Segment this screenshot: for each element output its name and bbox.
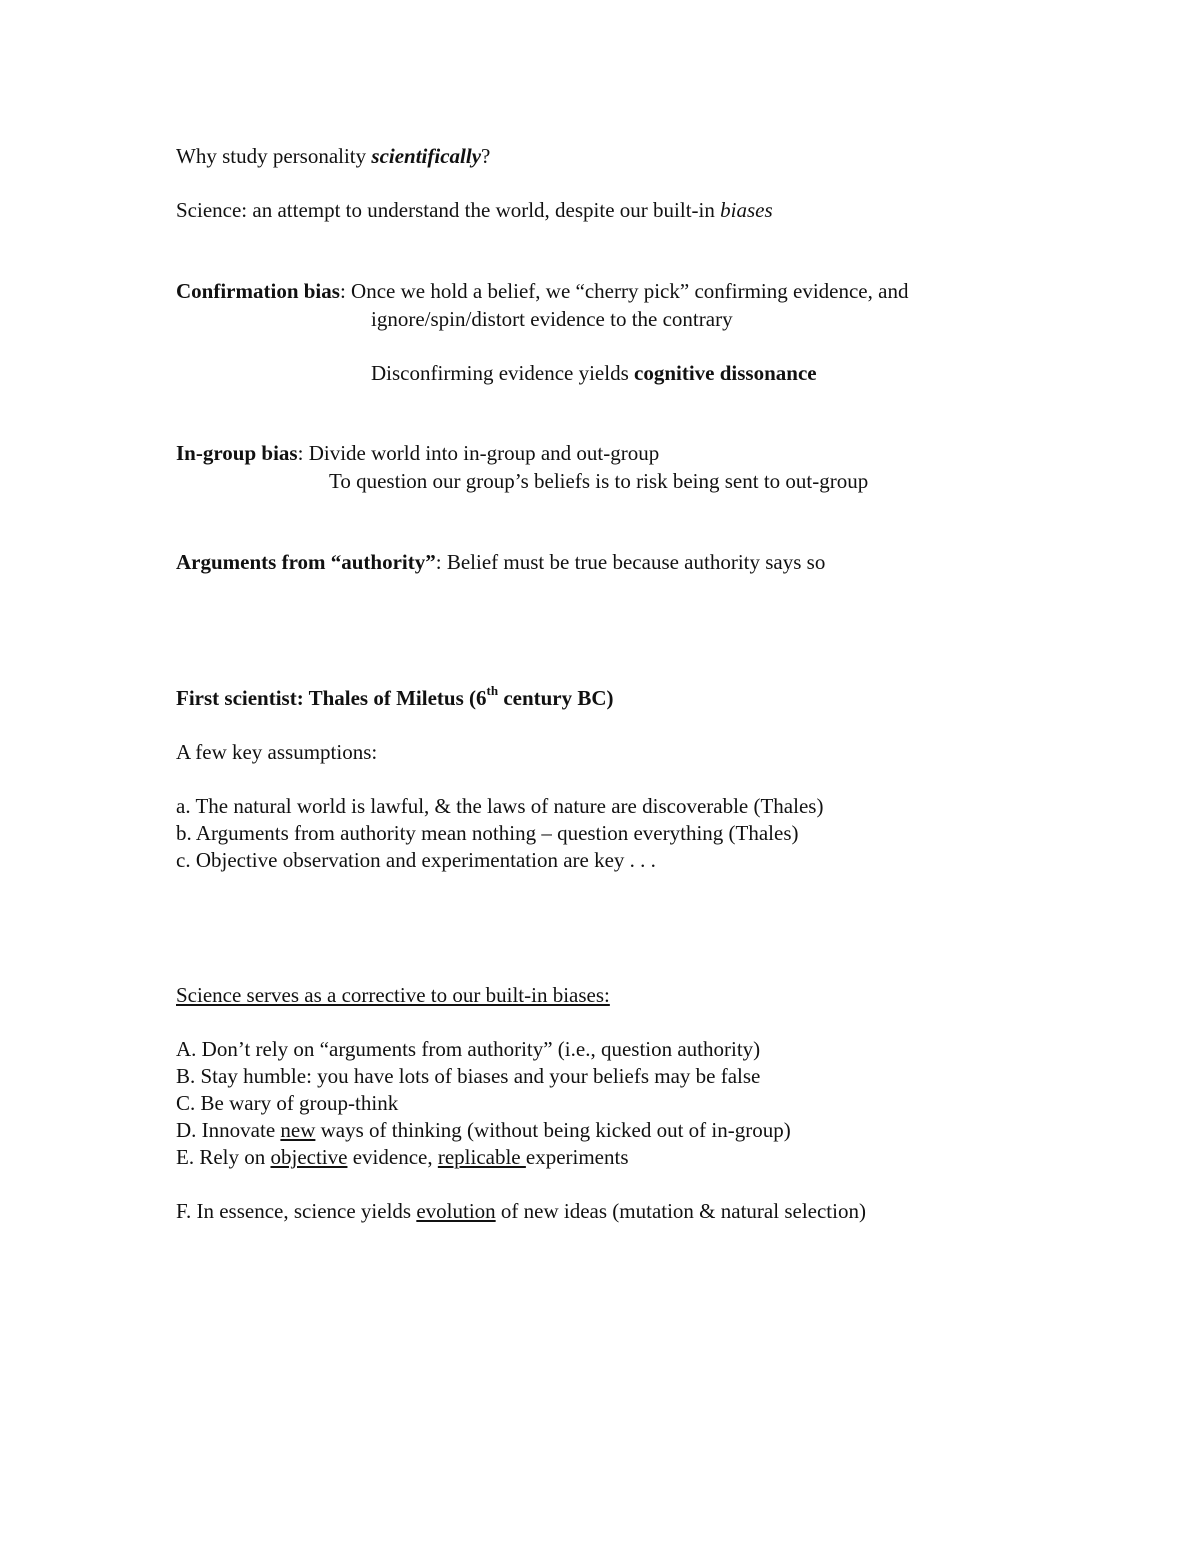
assumptions-label: A few key assumptions:: [176, 740, 378, 764]
confirmation-bias-line2: ignore/spin/distort evidence to the contrary: [371, 307, 733, 331]
corrective-heading: Science serves as a corrective to our built-in biases:: [176, 983, 610, 1007]
authority-line: Arguments from “authority”: Belief must be true because authority says so: [176, 550, 826, 574]
assumption-item-c: c. Objective observation and experimentation are key . . .: [176, 848, 656, 872]
confirmation-bias-line1: Confirmation bias: Once we hold a belief, we “cherry pick” confirming evidence, and: [176, 279, 909, 303]
corrective-item-b: B. Stay humble: you have lots of biases and your beliefs may be false: [176, 1064, 761, 1088]
corrective-item-c: C. Be wary of group-think: [176, 1091, 399, 1115]
thales-heading: First scientist: Thales of Miletus (6th century BC): [176, 683, 614, 710]
assumption-item-b: b. Arguments from authority mean nothing – question everything (Thales): [176, 821, 799, 845]
corrective-item-d: D. Innovate new ways of thinking (without being kicked out of in-group): [176, 1118, 791, 1142]
science-definition: Science: an attempt to understand the world, despite our built-in biases: [176, 198, 773, 222]
corrective-item-e: E. Rely on objective evidence, replicable experiments: [176, 1145, 629, 1169]
corrective-item-f: F. In essence, science yields evolution of new ideas (mutation & natural selection): [176, 1199, 866, 1223]
corrective-item-a: A. Don’t rely on “arguments from authority” (i.e., question authority): [176, 1037, 761, 1061]
cognitive-dissonance-line: Disconfirming evidence yields cognitive dissonance: [371, 361, 817, 385]
ingroup-bias-line1: In-group bias: Divide world into in-group and out-group: [176, 441, 660, 465]
assumption-item-a: a. The natural world is lawful, & the laws of nature are discoverable (Thales): [176, 794, 824, 818]
intro-question: Why study personality scientifically?: [176, 144, 491, 168]
ingroup-bias-line2: To question our group’s beliefs is to risk being sent to out-group: [329, 469, 869, 493]
